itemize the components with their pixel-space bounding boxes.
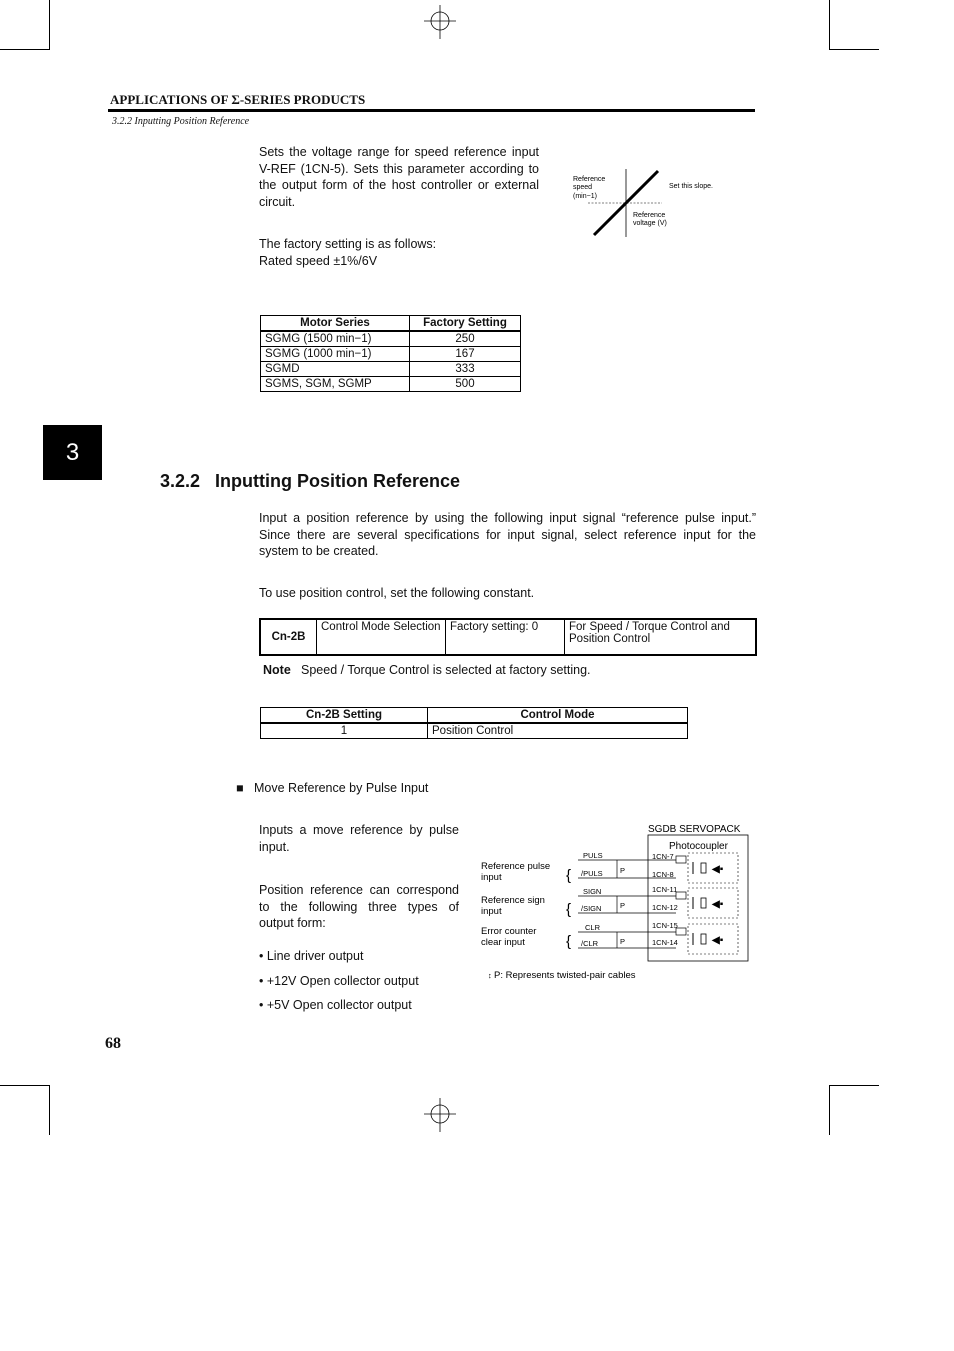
crop-mark bbox=[49, 1085, 50, 1135]
signal-group-clear bbox=[481, 921, 738, 954]
factory-setting-cell: 167 bbox=[410, 347, 521, 362]
crop-mark bbox=[829, 0, 830, 50]
svg-text:SGDB SERVOPACK: SGDB SERVOPACK bbox=[648, 824, 741, 835]
crop-mark bbox=[829, 49, 879, 50]
crop-mark bbox=[829, 1085, 879, 1086]
svg-text:{: { bbox=[566, 901, 572, 918]
svg-text:↕: ↕ bbox=[488, 971, 492, 980]
svg-text:Photocoupler: Photocoupler bbox=[669, 841, 728, 852]
svg-text:1CN-7: 1CN-7 bbox=[652, 852, 674, 861]
signal-group-sign bbox=[481, 885, 738, 918]
svg-text:Reference sign: Reference sign bbox=[481, 895, 545, 906]
move-ref-para2: Position reference can correspond to the following three types of output form: bbox=[259, 883, 459, 930]
constant-usage: For Speed / Torque Control and Position Control bbox=[565, 619, 757, 655]
speed-voltage-slope-graph bbox=[570, 165, 730, 245]
output-form-item: • Line driver output bbox=[259, 949, 364, 963]
bullet-square-icon: ■ bbox=[236, 781, 244, 795]
svg-text:1CN-15: 1CN-15 bbox=[652, 921, 678, 930]
svg-text:P: P bbox=[620, 937, 626, 946]
svg-text:Reference: Reference bbox=[573, 176, 606, 183]
table-row bbox=[261, 723, 688, 739]
motor-series-cell: SGMD bbox=[261, 362, 410, 377]
move-ref-para1: Inputs a move reference by pulse input. bbox=[259, 823, 459, 854]
svg-text:Reference: Reference bbox=[633, 212, 666, 219]
factory-setting-text: The factory setting is as follows: bbox=[259, 237, 437, 251]
crop-mark bbox=[829, 1085, 830, 1135]
vref-description: Sets the voltage range for speed reference input V-REF (1CN-5). Sets this parameter according to the output form of the host controller or external circuit. bbox=[259, 145, 539, 209]
svg-text:P: Represents twisted-pair cab: P: Represents twisted-pair cables bbox=[494, 970, 636, 981]
table-header-row bbox=[261, 316, 521, 332]
output-form-item: • +5V Open collector output bbox=[259, 998, 412, 1012]
svg-text:{: { bbox=[566, 933, 572, 950]
running-header: APPLICATIONS OF Σ-SERIES PRODUCTS bbox=[110, 92, 366, 107]
svg-text:1CN-14: 1CN-14 bbox=[652, 938, 678, 947]
setting-cell: 1 bbox=[261, 723, 428, 739]
svg-text:◀▪: ◀▪ bbox=[712, 864, 724, 875]
chapter-tab: 3 bbox=[43, 425, 102, 480]
svg-text:P: P bbox=[620, 901, 626, 910]
svg-text:PULS: PULS bbox=[583, 851, 603, 860]
table-row bbox=[261, 362, 521, 377]
crop-mark bbox=[0, 49, 50, 50]
svg-text:input: input bbox=[481, 906, 502, 917]
header-rule bbox=[108, 109, 755, 112]
crop-mark bbox=[49, 0, 50, 50]
table-header-row bbox=[261, 708, 688, 724]
page-number: 68 bbox=[105, 1035, 121, 1052]
section-heading: 3.2.2 Inputting Position Reference bbox=[160, 471, 461, 491]
cn2b-constant-table bbox=[259, 618, 757, 656]
crop-mark bbox=[0, 1085, 50, 1086]
factory-setting-cell: 500 bbox=[410, 377, 521, 392]
note-label: Note bbox=[263, 663, 291, 677]
svg-text:Reference pulse: Reference pulse bbox=[481, 861, 551, 872]
factory-setting-cell: 333 bbox=[410, 362, 521, 377]
motor-series-cell: SGMG (1500 min−1) bbox=[261, 331, 410, 347]
svg-text:/CLR: /CLR bbox=[581, 939, 599, 948]
svg-text:1CN-11: 1CN-11 bbox=[652, 885, 678, 894]
motor-factory-table bbox=[260, 315, 521, 392]
table-row bbox=[260, 619, 756, 655]
svg-text:SIGN: SIGN bbox=[583, 887, 602, 896]
svg-text:/SIGN: /SIGN bbox=[581, 904, 602, 913]
svg-text:P: P bbox=[620, 866, 626, 875]
constant-name: Control Mode Selection bbox=[317, 619, 446, 655]
svg-text:1CN-12: 1CN-12 bbox=[652, 903, 678, 912]
table-row bbox=[261, 331, 521, 347]
column-header: Cn-2B Setting bbox=[261, 708, 428, 724]
output-form-item: • +12V Open collector output bbox=[259, 974, 419, 988]
section-intro: Input a position reference by using the following input signal “reference pulse input.” Since there are several specifications for input signal, select reference input for the system to be created. bbox=[259, 511, 756, 558]
constant-code: Cn-2B bbox=[260, 619, 317, 655]
motor-series-cell: SGMS, SGM, SGMP bbox=[261, 377, 410, 392]
column-header: Motor Series bbox=[261, 316, 410, 332]
svg-text:{: { bbox=[566, 867, 572, 884]
svg-text:clear input: clear input bbox=[481, 937, 525, 948]
table-row bbox=[261, 377, 521, 392]
svg-text:/PULS: /PULS bbox=[581, 869, 603, 878]
registration-mark-bottom bbox=[420, 1096, 460, 1136]
constant-factory-setting: Factory setting: 0 bbox=[446, 619, 565, 655]
svg-text:◀▪: ◀▪ bbox=[712, 935, 724, 946]
move-ref-heading: Move Reference by Pulse Input bbox=[254, 781, 429, 795]
svg-text:(min−1): (min−1) bbox=[573, 193, 597, 200]
constant-text: To use position control, set the following constant. bbox=[259, 586, 535, 600]
registration-mark-top bbox=[420, 5, 460, 45]
svg-text:voltage (V): voltage (V) bbox=[633, 220, 667, 227]
svg-text:speed: speed bbox=[573, 184, 593, 191]
running-subheader: 3.2.2 Inputting Position Reference bbox=[112, 116, 250, 127]
column-header: Factory Setting bbox=[410, 316, 521, 332]
column-header: Control Mode bbox=[428, 708, 688, 724]
svg-text:input: input bbox=[481, 872, 502, 883]
svg-text:CLR: CLR bbox=[585, 923, 601, 932]
mode-cell: Position Control bbox=[428, 723, 688, 739]
rated-speed-text: Rated speed ±1%/6V bbox=[259, 254, 378, 268]
servopack-input-diagram bbox=[478, 818, 753, 988]
svg-text:Set this slope.: Set this slope. bbox=[669, 183, 713, 190]
motor-series-cell: SGMG (1000 min−1) bbox=[261, 347, 410, 362]
control-mode-table bbox=[260, 707, 688, 739]
svg-text:◀▪: ◀▪ bbox=[712, 899, 724, 910]
svg-text:1CN-8: 1CN-8 bbox=[652, 870, 674, 879]
svg-text:Error counter: Error counter bbox=[481, 926, 537, 937]
note-text: Speed / Torque Control is selected at factory setting. bbox=[301, 663, 591, 677]
table-row bbox=[261, 347, 521, 362]
factory-setting-cell: 250 bbox=[410, 331, 521, 347]
signal-group-pulse bbox=[481, 851, 738, 884]
